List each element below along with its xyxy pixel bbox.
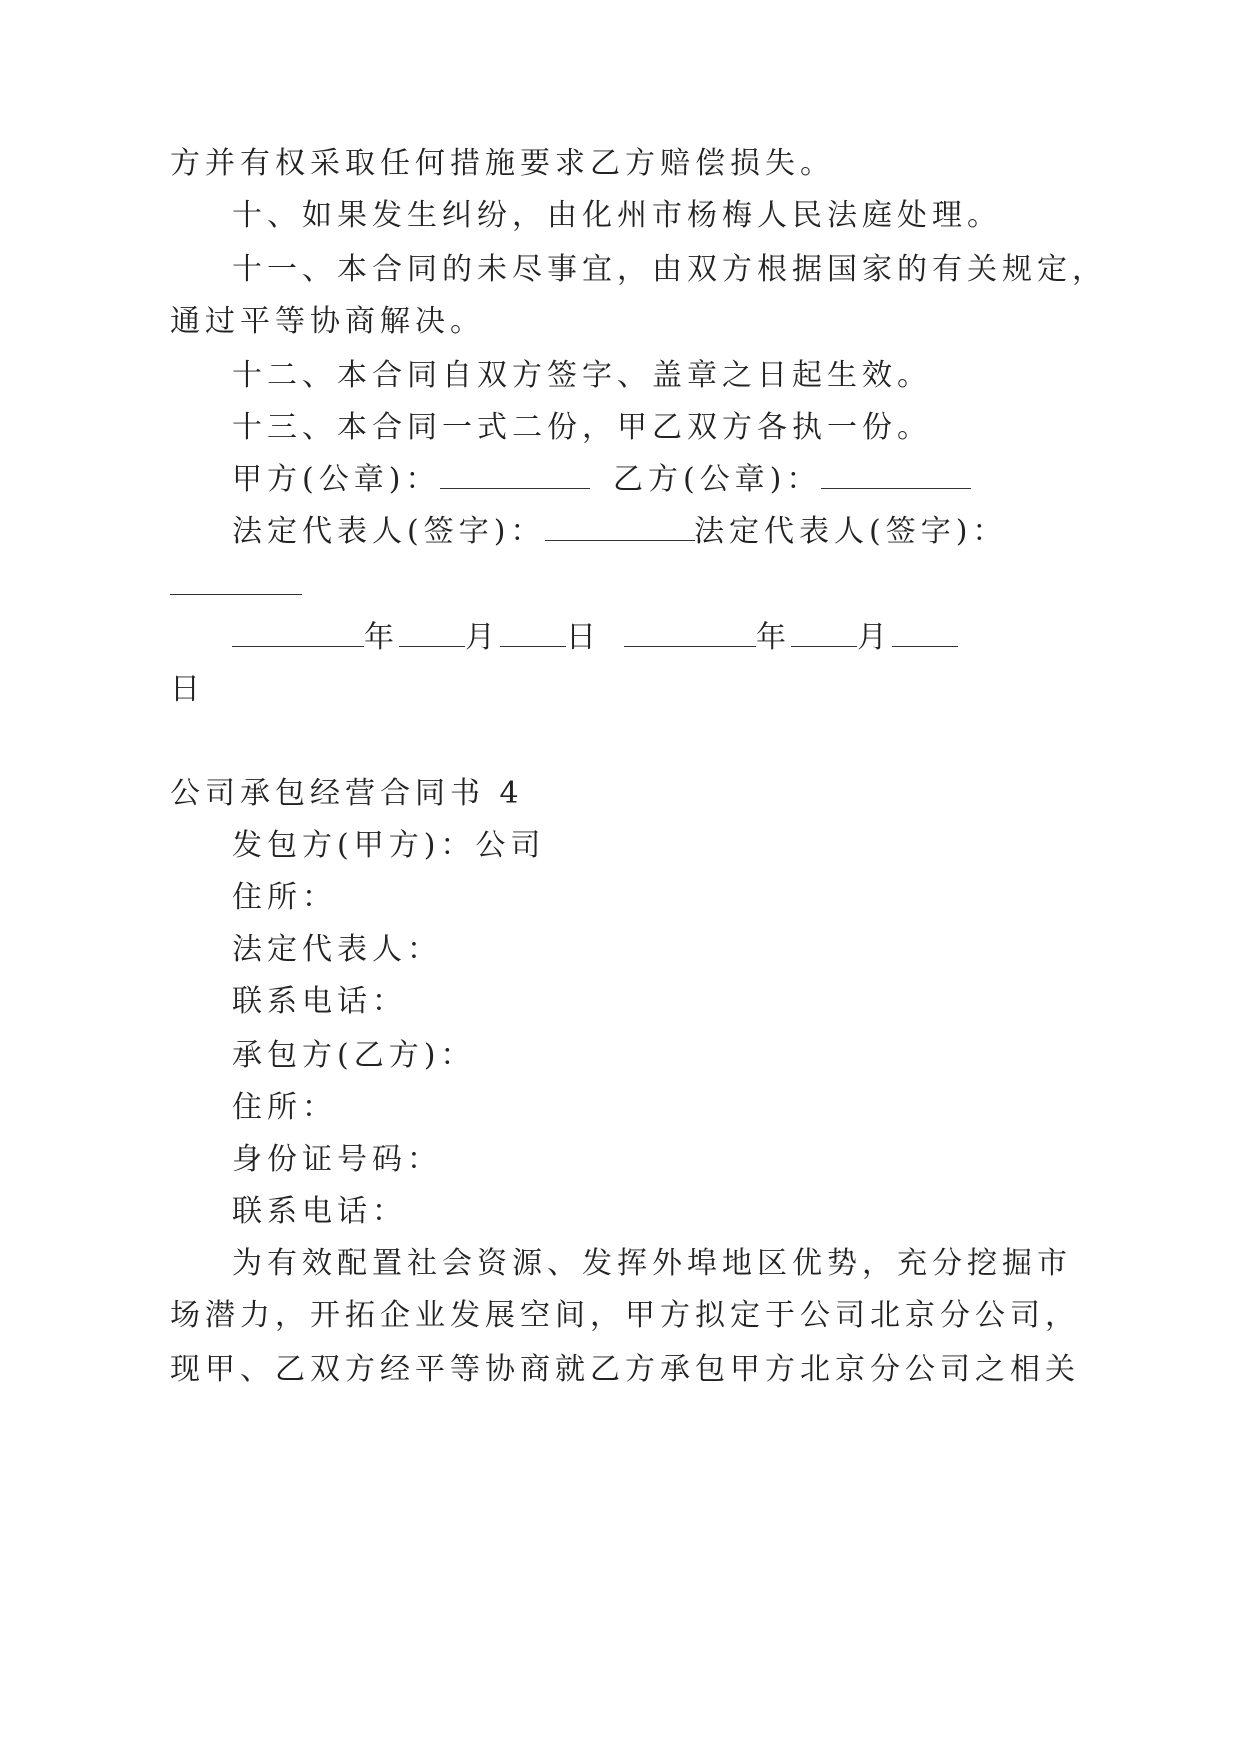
phone-b-field: 联系电话： (232, 1194, 407, 1229)
rep-sign-b-blank-line (170, 566, 302, 606)
address-a-field: 住所： (232, 880, 337, 915)
clause-text-continued: 方并有权采取任何措施要求乙方赔偿损失。 (170, 146, 835, 181)
party-b-seal-label: 乙方(公章)： (612, 462, 822, 497)
party-a-seal-blank (440, 462, 590, 489)
clause-10: 十、如果发生纠纷，由化州市杨梅人民法庭处理。 (232, 198, 1002, 233)
signature-line (232, 512, 695, 552)
month-label-b: 月 (857, 620, 892, 655)
clause-11-line2: 通过平等协商解决。 (170, 304, 485, 339)
month-blank-a (399, 620, 465, 647)
rep-sign-b-blank (170, 568, 302, 595)
year-label-b: 年 (756, 620, 791, 655)
month-label-a: 月 (465, 620, 500, 655)
clause-11-line1: 十一、本合同的未尽事宜，由双方根据国家的有关规定， (232, 252, 1107, 287)
day-label-a: 日 (566, 620, 601, 655)
preamble-line2: 场潜力，开拓企业发展空间，甲方拟定于公司北京分公司， (170, 1298, 1080, 1333)
section-title: 公司承包经营合同书 4 (170, 776, 524, 811)
party-a-seal-label: 甲方(公章)： (232, 462, 441, 497)
date-line-a (232, 618, 601, 658)
day-blank-a (500, 620, 566, 647)
clause-13: 十三、本合同一式二份，甲乙双方各执一份。 (232, 410, 932, 445)
address-b-field: 住所： (232, 1090, 337, 1125)
date-line-b (624, 618, 958, 658)
contractor-field: 承包方(乙方)： (232, 1038, 476, 1073)
phone-a-field: 联系电话： (232, 984, 407, 1019)
date-line-b-day: 日 (170, 672, 205, 707)
preamble-line3: 现甲、乙双方经平等协商就乙方承包甲方北京分公司之相关 (170, 1352, 1080, 1387)
preamble-line1: 为有效配置社会资源、发挥外埠地区优势，充分挖掘市 (232, 1246, 1072, 1281)
party-b-seal-blank (821, 462, 971, 489)
rep-sign-a-blank (545, 514, 695, 541)
month-blank-b (791, 620, 857, 647)
year-label-a: 年 (364, 620, 399, 655)
employer-field: 发包方(甲方)：公司 (232, 828, 546, 863)
legal-rep-field: 法定代表人： (232, 932, 442, 967)
rep-sign-b (694, 512, 1007, 552)
year-blank-a (232, 620, 364, 647)
clause-12: 十二、本合同自双方签字、盖章之日起生效。 (232, 358, 932, 393)
day-blank-b (892, 620, 958, 647)
year-blank-b (624, 620, 756, 647)
rep-sign-a-label: 法定代表人(签字)： (232, 514, 546, 549)
id-number-field: 身份证号码： (232, 1142, 442, 1177)
seal-line (232, 460, 971, 500)
rep-sign-b-label: 法定代表人(签字)： (694, 514, 1008, 549)
